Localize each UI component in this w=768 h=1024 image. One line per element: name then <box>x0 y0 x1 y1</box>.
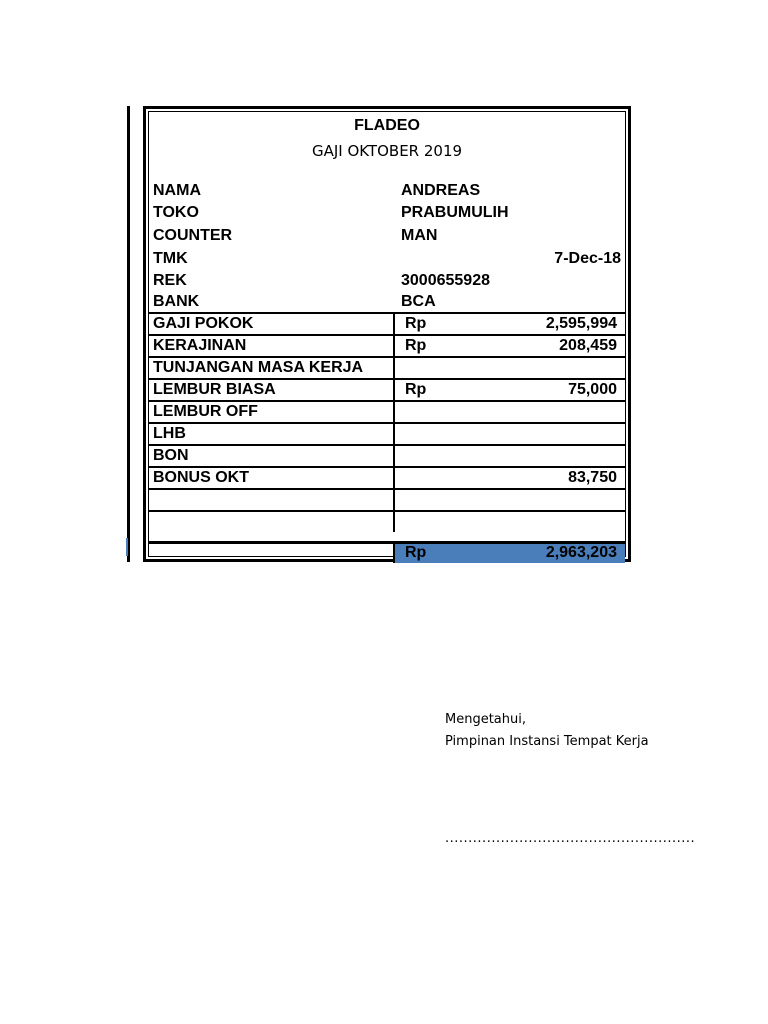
info-row-counter <box>153 227 621 249</box>
pay-row <box>149 378 625 400</box>
pay-label: BON <box>153 447 189 464</box>
signature-line: ...................................................... <box>445 831 696 846</box>
pay-label: LHB <box>153 425 186 442</box>
info-row-toko <box>153 204 621 226</box>
info-row-nama <box>153 182 621 204</box>
pay-row <box>149 510 625 532</box>
payslip-inner-border <box>148 111 626 561</box>
pay-amount: 83,750 <box>568 469 617 486</box>
signature-title: Pimpinan Instansi Tempat Kerja <box>445 734 649 749</box>
pay-amount: 208,459 <box>559 337 617 354</box>
currency-label: Rp <box>405 315 427 332</box>
signature-acknowledge: Mengetahui, <box>445 712 526 727</box>
total-amount-cell <box>393 544 625 563</box>
pay-amount-cell <box>393 446 625 466</box>
pay-amount-cell <box>393 314 625 334</box>
company-name: FLADEO <box>354 117 420 134</box>
pay-label: BONUS OKT <box>153 469 249 486</box>
pay-amount: 75,000 <box>568 381 617 398</box>
signature-block <box>445 712 649 756</box>
info-label: REK <box>153 272 187 289</box>
pay-label: LEMBUR BIASA <box>153 381 276 398</box>
info-value: 7-Dec-18 <box>554 250 621 267</box>
pay-label: LEMBUR OFF <box>153 403 258 420</box>
pay-row <box>149 466 625 488</box>
info-label: NAMA <box>153 182 201 199</box>
pay-amount: 2,595,994 <box>545 315 617 332</box>
info-value: 3000655928 <box>401 272 490 289</box>
info-label: COUNTER <box>153 227 233 244</box>
pay-amount-cell <box>393 402 625 422</box>
pay-row <box>149 444 625 466</box>
pay-label: KERAJINAN <box>153 337 247 354</box>
pay-row <box>149 334 625 356</box>
pay-amount-cell <box>393 424 625 444</box>
info-row-rek <box>153 272 621 294</box>
pay-amount-cell <box>393 490 625 510</box>
payslip-period: GAJI OKTOBER 2019 <box>311 142 463 160</box>
payslip <box>143 106 631 562</box>
pay-row <box>149 312 625 334</box>
pay-row <box>149 400 625 422</box>
currency-label: Rp <box>405 381 427 398</box>
total-row <box>149 541 625 563</box>
total-currency: Rp <box>405 544 427 561</box>
pay-amount-cell <box>393 512 625 532</box>
info-value: BCA <box>401 293 436 310</box>
pay-amount-cell <box>393 358 625 378</box>
pay-label: TUNJANGAN MASA KERJA <box>153 359 364 376</box>
pay-row <box>149 488 625 510</box>
total-amount: 2,963,203 <box>545 544 617 561</box>
info-value: ANDREAS <box>401 182 481 199</box>
left-border-line <box>127 106 130 562</box>
pay-row <box>149 422 625 444</box>
info-row-tmk <box>153 250 621 272</box>
pay-label: GAJI POKOK <box>153 315 254 332</box>
pay-row <box>149 356 625 378</box>
info-label: TMK <box>153 250 188 267</box>
left-border-accent <box>126 538 128 556</box>
info-value: PRABUMULIH <box>401 204 509 221</box>
info-label: BANK <box>153 293 200 310</box>
pay-table <box>149 312 625 561</box>
pay-amount-cell <box>393 468 625 488</box>
info-value: MAN <box>401 227 438 244</box>
info-label: TOKO <box>153 204 199 221</box>
pay-amount-cell <box>393 336 625 356</box>
currency-label: Rp <box>405 337 427 354</box>
pay-amount-cell <box>393 380 625 400</box>
